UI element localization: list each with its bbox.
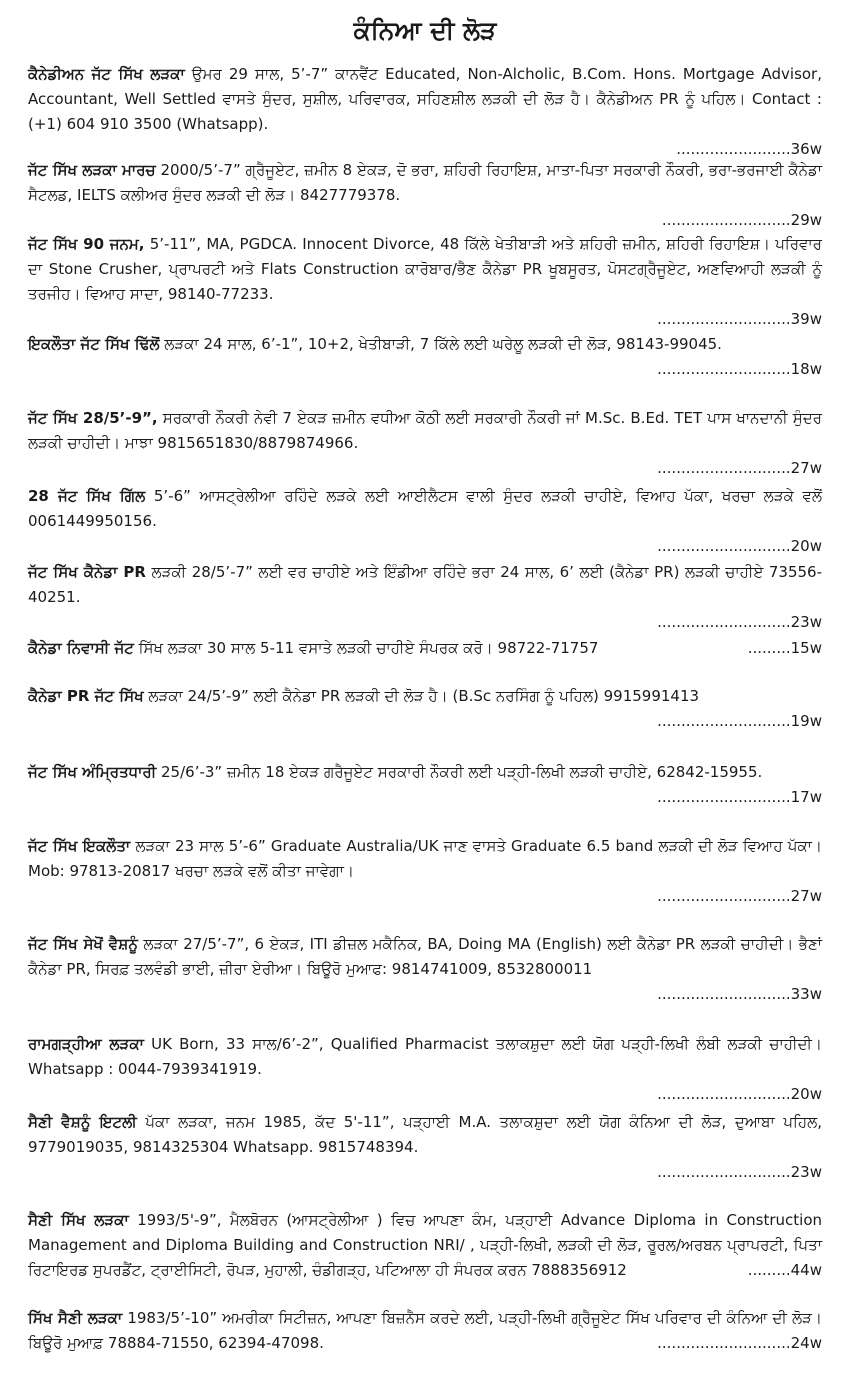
ad-body: 1983/5’-10” ਅਮਰੀਕਾ ਸਿਟੀਜ਼ਨ, ਆਪਣਾ ਬਿਜ਼ਨੈਸ ਕਰਦੇ ਲਈ, ਪੜ੍ਹੀ-ਲਿਖੀ ਗ੍ਰੈਜੂਏਟ ਸਿੱਖ ਪਰਿਵਾਰ ਦੀ ਕੰਨਿਆ ਦੀ ਲੋੜ। ਬਿਊਰੋ ਮੁਆਫ਼ 78884-71550, 62394-47098. (28, 1309, 822, 1352)
ad-code: ............................20w (657, 1085, 822, 1103)
ad-entry (28, 158, 822, 233)
ad-code: ............................17w (657, 788, 822, 806)
ad-entry (28, 484, 822, 559)
ad-body: ਲੜਕਾ 27/5’-7”, 6 ਏਕੜ, ITI ਡੀਜ਼ਲ ਮਕੈਨਿਕ, BA, Doing MA (English) ਲਈ ਕੈਨੇਡਾ PR ਲੜਕੀ ਚਾਹੀਦੀ। ਭੈਣਾਂ ਕੈਨੇਡਾ PR, ਸਿਰਫ਼ ਤਲਵੰਡੀ ਭਾਈ, ਜ਼ੀਰਾ ਏਰੀਆ। ਬਿਊਰੋ ਮੁਆਫ: 9814741009, 8532800011 (28, 935, 822, 978)
ad-entry (28, 834, 822, 909)
ad-body: ਲੜਕਾ 24/5’-9” ਲਈ ਕੈਨੇਡਾ PR ਲੜਕੀ ਦੀ ਲੋੜ ਹੈ। (B.Sc ਨਰਸਿੰਗ ਨੂੰ ਪਹਿਲ) 9915991413 (143, 687, 700, 705)
ad-entry (28, 62, 822, 162)
page-title: ਕੰਨਿਆ ਦੀ ਲੋੜ (353, 16, 497, 45)
ad-entry (28, 332, 822, 382)
ad-entry (28, 406, 822, 481)
ad-entry (28, 932, 822, 1007)
ad-lead: ਜੱਟ ਸਿੱਖ ਅੰਮ੍ਰਿਤਧਾਰੀ (28, 763, 157, 781)
ad-body: 1993/5'-9”, ਮੈਲਬੋਰਨ (ਆਸਟ੍ਰੇਲੀਆ ) ਵਿਚ ਆਪਣਾ ਕੰਮ, ਪੜ੍ਹਾਈ Advance Diploma in Construction Management and Diploma Building and Construction NRI/ , ਪੜ੍ਹੀ-ਲਿਖੀ, ਲੜਕੀ ਦੀ ਲੋੜ, ਰੂਰਲ/ਅਰਬਨ ਪ੍ਰਾਪਰਟੀ, ਪਿਤਾ ਰਿਟਾਇਰਡ ਸੁਪਰਡੈਂਟ, ਟ੍ਰਾਈਸਿਟੀ, ਰੋਪੜ, ਮੁਹਾਲੀ, ਚੰਡੀਗੜ੍ਹ, ਪਟਿਆਲਾ ਹੀ ਸੰਪਰਕ ਕਰਨ 7888356912 (28, 1211, 823, 1279)
ad-entry (28, 636, 822, 661)
ad-code: ............................39w (657, 310, 822, 328)
ad-lead: 28 ਜੱਟ ਸਿੱਖ ਗਿੱਲ (28, 487, 146, 505)
ad-body: 2000/5’-7” ਗ੍ਰੈਜੂਏਟ, ਜ਼ਮੀਨ 8 ਏਕੜ, ਦੋ ਭਰਾ, ਸ਼ਹਿਰੀ ਰਿਹਾਇਸ਼, ਮਾਤਾ-ਪਿਤਾ ਸਰਕਾਰੀ ਨੌਕਰੀ, ਭਰਾ-ਭਰਜਾਈ ਕੈਨੇਡਾ ਸੈਟਲਡ, IELTS ਕਲੀਅਰ ਸੁੰਦਰ ਲੜਕੀ ਦੀ ਲੋੜ। 8427779378. (28, 161, 822, 204)
ad-code: ............................18w (657, 360, 822, 378)
ad-body: ਲੜਕੀ 28/5’-7” ਲਈ ਵਰ ਚਾਹੀਏ ਅਤੇ ਇੰਡੀਆ ਰਹਿੰਦੇ ਭਰਾ 24 ਸਾਲ, 6’ ਲਈ (ਕੈਨੇਡਾ PR) ਲੜਕੀ ਚਾਹੀਏ 73556-40251. (28, 563, 822, 606)
ad-body: ਪੱਕਾ ਲੜਕਾ, ਜਨਮ 1985, ਕੱਦ 5'-11”, ਪੜ੍ਹਾਈ M.A. ਤਲਾਕਸ਼ੁਦਾ ਲਈ ਯੋਗ ਕੰਨਿਆ ਦੀ ਲੋੜ, ਦੁਆਬਾ ਪਹਿਲ, 9779019035, 9814325304 Whatsapp. 9815748394. (28, 1113, 822, 1156)
ad-entry (28, 1110, 822, 1185)
ad-code: ............................19w (657, 712, 822, 730)
ad-entry (28, 1208, 822, 1283)
ad-body: ਸਿੱਖ ਲੜਕਾ 30 ਸਾਲ 5-11 ਵਸਾਤੇ ਲੜਕੀ ਚਾਹੀਏ ਸੰਪਰਕ ਕਰੋ। 98722-71757 (133, 639, 599, 657)
ad-code: ............................33w (657, 985, 822, 1003)
ad-code: ........................36w (676, 140, 822, 158)
ad-entry (28, 1032, 822, 1107)
ad-lead: ਕੈਨੇਡਾ PR ਜੱਟ ਸਿੱਖ (28, 687, 144, 705)
ad-code: .........15w (747, 639, 822, 657)
ad-entry (28, 560, 822, 635)
ad-entry (28, 232, 822, 332)
ad-lead: ਜੱਟ ਸਿੱਖ ਲੜਕਾ ਮਾਰਚ (28, 161, 156, 179)
ad-lead: ਕੈਨੇਡਾ ਨਿਵਾਸੀ ਜੱਟ (28, 639, 134, 657)
ad-lead: ਜੱਟ ਸਿੱਖ 90 ਜਨਮ, (28, 235, 145, 253)
ad-body: UK Born, 33 ਸਾਲ/6’-2”, Qualified Pharmacist ਤਲਾਕਸ਼ੁਦਾ ਲਈ ਯੋਗ ਪੜ੍ਹੀ-ਲਿਖੀ ਲੰਬੀ ਲੜਕੀ ਚਾਹੀਦੀ। Whatsapp : 0044-7939341919. (28, 1035, 823, 1078)
ad-lead: ਸੈਣੀ ਸਿੱਖ ਲੜਕਾ (28, 1211, 129, 1229)
ad-code: ............................20w (657, 537, 822, 555)
ad-body: 25/6’-3” ਜ਼ਮੀਨ 18 ਏਕੜ ਗਰੈਜੂਏਟ ਸਰਕਾਰੀ ਨੌਕਰੀ ਲਈ ਪੜ੍ਹੀ-ਲਿਖੀ ਲੜਕੀ ਚਾਹੀਏ, 62842-15955. (156, 763, 763, 781)
ad-lead: ਰਾਮਗੜ੍ਹੀਆ ਲੜਕਾ (28, 1035, 144, 1053)
ad-lead: ਕੈਨੇਡੀਅਨ ਜੱਟ ਸਿੱਖ ਲੜਕਾ (28, 65, 185, 83)
ad-entry (28, 760, 822, 810)
ad-lead: ਸਿੱਖ ਸੈਣੀ ਲੜਕਾ (28, 1309, 123, 1327)
ad-code: ............................24w (657, 1334, 822, 1352)
ad-lead: ਜੱਟ ਸਿੱਖ ਕੈਨੇਡਾ PR (28, 563, 146, 581)
ad-code: ............................27w (657, 887, 822, 905)
ad-lead: ਸੈਣੀ ਵੈਸ਼ਨੂੰ ਇਟਲੀ (28, 1113, 137, 1131)
ad-code: ...........................29w (661, 211, 822, 229)
ad-code: ............................27w (657, 459, 822, 477)
ad-body: 5’-11”, MA, PGDCA. Innocent Divorce, 48 ਕਿੱਲੇ ਖੇਤੀਬਾੜੀ ਅਤੇ ਸ਼ਹਿਰੀ ਜ਼ਮੀਨ, ਸ਼ਹਿਰੀ ਰਿਹਾਇਸ਼। ਪਰਿਵਾਰ ਦਾ Stone Crusher, ਪ੍ਰਾਪਰਟੀ ਅਤੇ Flats Construction ਕਾਰੋਬਾਰ/ਭੈਣ ਕੈਨੇਡਾ PR ਖੂਬਸੂਰਤ, ਪੋਸਟਗ੍ਰੈਜੂਏਟ, ਅਣਵਿਆਹੀ ਲੜਕੀ ਨੂੰ ਤਰਜੀਹ। ਵਿਆਹ ਸਾਦਾ, 98140-77233. (28, 235, 822, 303)
ad-code: ............................23w (657, 1163, 822, 1181)
ad-lead: ਜੱਟ ਸਿੱਖ ਸੇਖੋਂ ਵੈਸ਼ਨੂੰ (28, 935, 138, 953)
ad-body: ਉਮਰ 29 ਸਾਲ, 5’-7” ਕਾਨਵੈਂਟ Educated, Non-Alcholic, B.Com. Hons. Mortgage Advisor, Accountant, Well Settled ਵਾਸਤੇ ਸੁੰਦਰ, ਸੁਸ਼ੀਲ, ਪਰਿਵਾਰਕ, ਸਹਿਣਸ਼ੀਲ ਲੜਕੀ ਦੀ ਲੋੜ ਹੈ। ਕੈਨੇਡੀਅਨ PR ਨੂੰ ਪਹਿਲ। Contact : (+1) 604 910 3500 (Whatsapp). (28, 65, 822, 133)
ad-body: 5’-6” ਆਸਟ੍ਰੇਲੀਆ ਰਹਿੰਦੇ ਲੜਕੇ ਲਈ ਆਈਲੈਟਸ ਵਾਲੀ ਸੁੰਦਰ ਲੜਕੀ ਚਾਹੀਏ, ਵਿਆਹ ਪੱਕਾ, ਖਰਚਾ ਲੜਕੇ ਵਲੋਂ 0061449950156. (28, 487, 822, 530)
ad-body: ਸਰਕਾਰੀ ਨੌਕਰੀ ਨੇਵੀ 7 ਏਕੜ ਜ਼ਮੀਨ ਵਧੀਆ ਕੋਠੀ ਲਈ ਸਰਕਾਰੀ ਨੌਕਰੀ ਜਾਂ M.Sc. B.Ed. TET ਪਾਸ ਖਾਨਦਾਨੀ ਸੁੰਦਰ ਲੜਕੀ ਚਾਹੀਦੀ। ਮਾਝਾ 9815651830/8879874966. (28, 409, 822, 452)
ad-lead: ਜੱਟ ਸਿੱਖ ਇਕਲੌਤਾ (28, 837, 131, 855)
ad-code: .........44w (747, 1261, 822, 1279)
ad-body: ਲੜਕਾ 24 ਸਾਲ, 6’-1”, 10+2, ਖੇਤੀਬਾੜੀ, 7 ਕਿੱਲੇ ਲਈ ਘਰੇਲੂ ਲੜਕੀ ਦੀ ਲੋੜ, 98143-99045. (159, 335, 722, 353)
ad-code: ............................23w (657, 613, 822, 631)
ad-entry (28, 684, 822, 734)
ad-lead: ਜੱਟ ਸਿੱਖ 28/5’-9”, (28, 409, 158, 427)
ad-lead: ਇਕਲੌਤਾ ਜੱਟ ਸਿੱਖ ਢਿੱਲੋਂ (28, 335, 160, 353)
ad-body: ਲੜਕਾ 23 ਸਾਲ 5’-6” Graduate Australia/UK ਜਾਣ ਵਾਸਤੇ Graduate 6.5 band ਲੜਕੀ ਦੀ ਲੋੜ ਵਿਆਹ ਪੱਕਾ। Mob: 97813-20817 ਖਰਚਾ ਲੜਕੇ ਵਲੋਂ ਕੀਤਾ ਜਾਵੇਗਾ। (28, 837, 823, 880)
ad-entry (28, 1306, 822, 1356)
